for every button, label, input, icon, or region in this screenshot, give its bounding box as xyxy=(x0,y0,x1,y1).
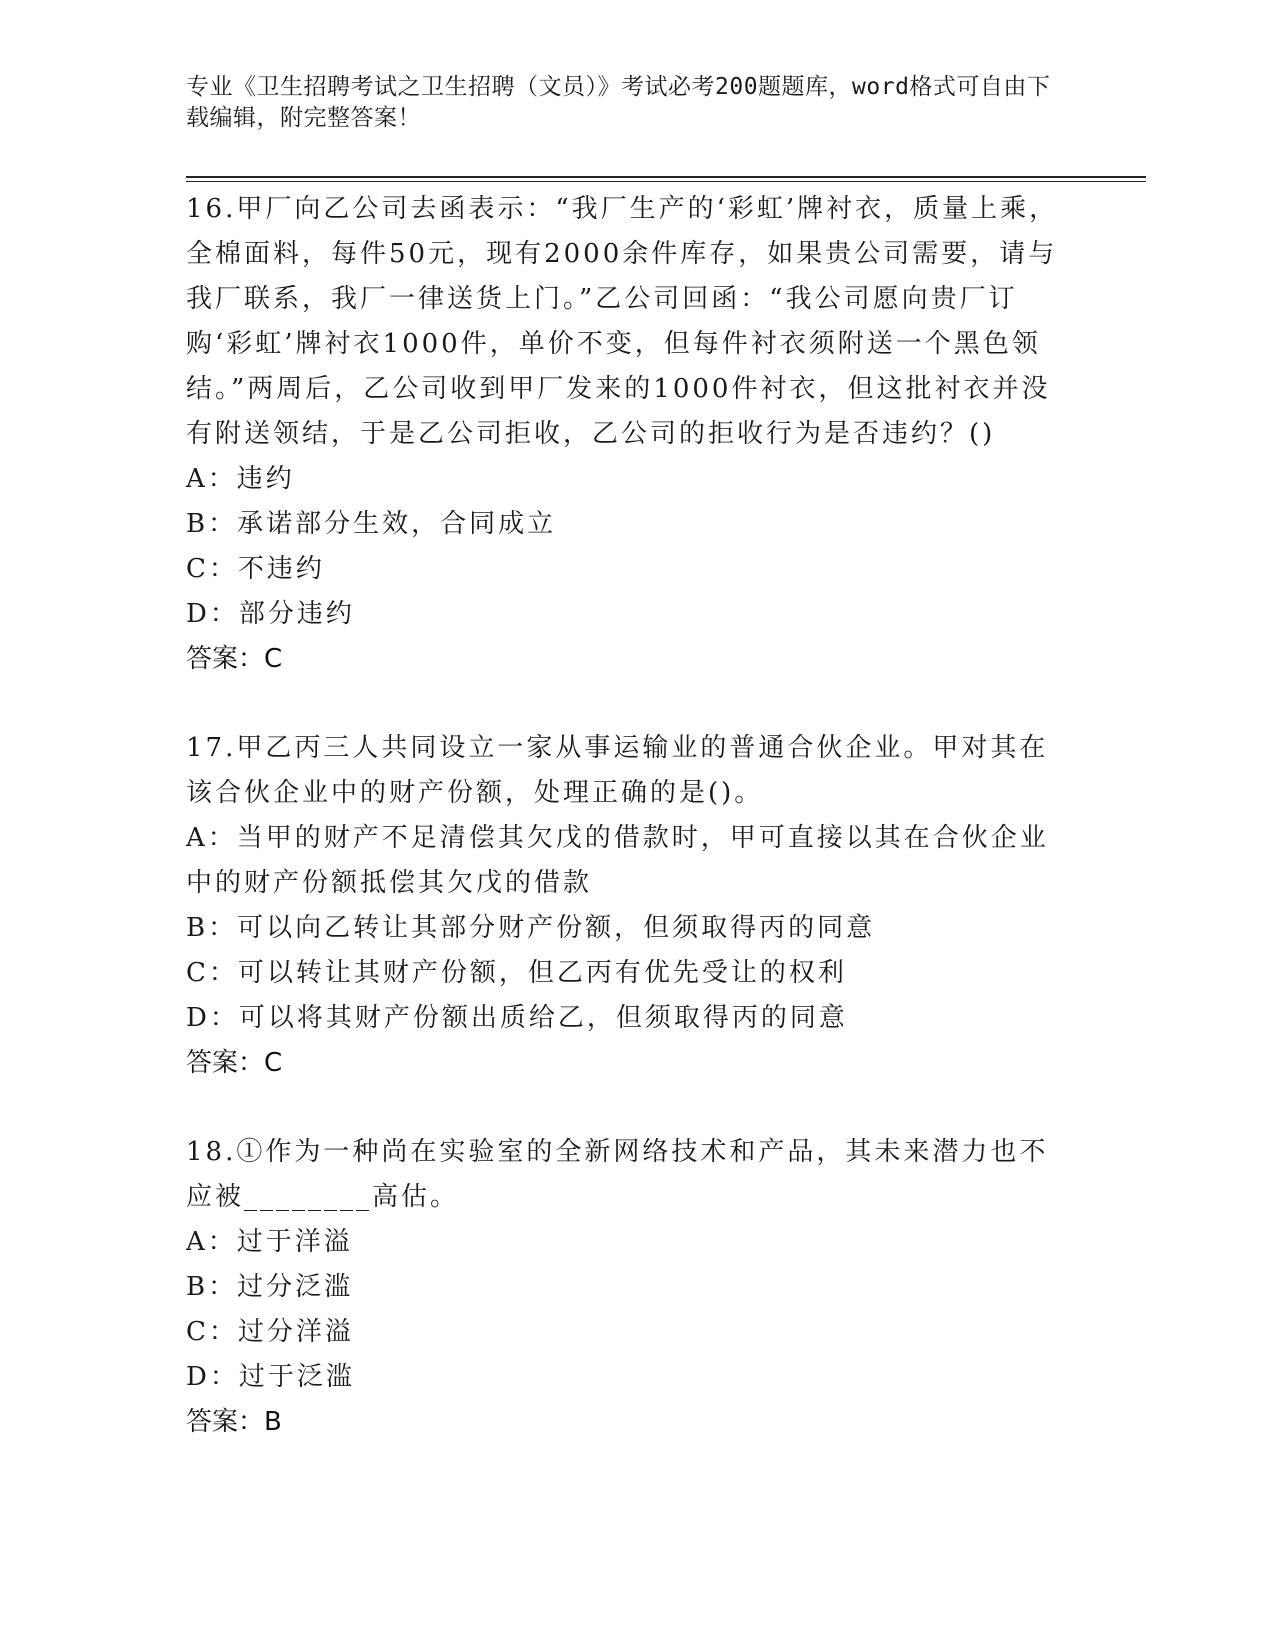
option-c: C：可以转让其财产份额，但乙丙有优先受让的权利 xyxy=(186,958,847,988)
option-b: B：可以向乙转让其部分财产份额，但须取得丙的同意 xyxy=(186,913,876,943)
option-c: C：不违约 xyxy=(186,554,325,584)
header-divider-thick xyxy=(186,176,1146,178)
document-page xyxy=(186,0,1146,1650)
answer-line: 答案：C xyxy=(186,644,283,674)
question-17 xyxy=(186,726,1066,1086)
document-header: 专业《卫生招聘考试之卫生招聘（文员）》考试必考200题题库，word格式可自由下载编辑，附完整答案！ xyxy=(186,74,1051,131)
option-b: B：过分泛滥 xyxy=(186,1272,354,1302)
answer-line: 答案：B xyxy=(186,1407,282,1437)
question-16 xyxy=(186,187,1066,682)
option-d: D：部分违约 xyxy=(186,599,355,629)
question-stem: 17.甲乙丙三人共同设立一家从事运输业的普通合伙企业。甲对其在该合伙企业中的财产份额，处理正确的是()。 xyxy=(186,733,1049,808)
option-c: C：过分洋溢 xyxy=(186,1317,354,1347)
option-d: D：可以将其财产份额出质给乙，但须取得丙的同意 xyxy=(186,1003,848,1033)
question-stem: 18.①作为一种尚在实验室的全新网络技术和产品，其未来潜力也不应被________高估。 xyxy=(186,1137,1049,1212)
header-divider-thin xyxy=(186,181,1146,182)
option-d: D：过于泛滥 xyxy=(186,1362,355,1392)
option-a: A：当甲的财产不足清偿其欠戊的借款时，甲可直接以其在合伙企业中的财产份额抵偿其欠戊的借款 xyxy=(186,823,1049,898)
option-b: B：承诺部分生效，合同成立 xyxy=(186,509,557,539)
question-list xyxy=(186,187,1066,1489)
question-18 xyxy=(186,1130,1066,1445)
option-a: A：违约 xyxy=(186,464,295,494)
answer-line: 答案：C xyxy=(186,1048,283,1078)
question-stem: 16.甲厂向乙公司去函表示：“我厂生产的‘彩虹’牌衬衣，质量上乘，全棉面料，每件50元，现有2000余件库存，如果贵公司需要，请与我厂联系，我厂一律送货上门。”乙公司回函：“我公司愿向贵厂订购‘彩虹’牌衬衣1000件，单价不变，但每件衬衣须附送一个黑色领结。”两周后，乙公司收到甲厂发来的1000件衬衣，但这批衬衣并没有附送领结，于是乙公司拒收，乙公司的拒收行为是否违约？() xyxy=(186,194,1059,449)
option-a: A：过于洋溢 xyxy=(186,1227,353,1257)
